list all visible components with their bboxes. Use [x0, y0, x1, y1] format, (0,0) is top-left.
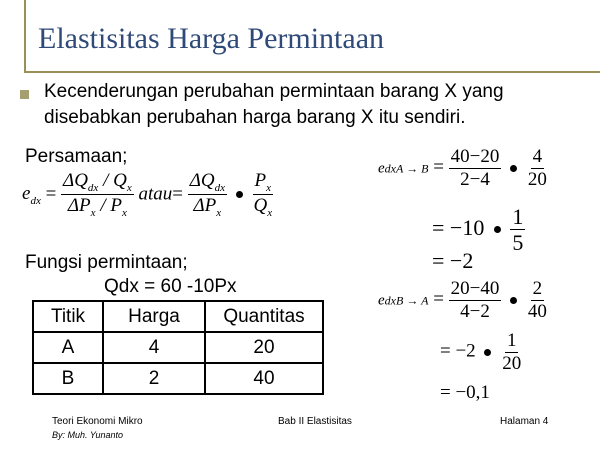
table-cell: 4: [103, 332, 205, 363]
table-row: [33, 332, 323, 363]
elasticity-formula: $e_{dx}$ = $\frac{\Delta Q_{dx} / Q_x}{\Delta P_x / P_x}$ atau= $\frac{\Delta Q_{dx}}{\Delta P_x}$ $\frac{P_x}{Q_x}$: [22, 170, 273, 220]
multiply-dot-icon: [494, 226, 501, 233]
slide-title: Elastisitas Harga Permintaan: [38, 22, 385, 55]
calc-a-line-3: = −2: [432, 248, 474, 273]
calc-b-line-3: = −0,1: [440, 382, 490, 403]
calc-a-fraction-3: $\frac{1}{5}$: [512, 204, 524, 256]
bullet-text-line-1: Kecenderungan perubahan permintaan barang X yang: [44, 81, 504, 102]
calc-a-line-1: edxA → B = $\frac{40-20}{2-4}$ $\frac{4}{20}$: [378, 146, 547, 190]
table-header-cell: Titik: [33, 301, 103, 332]
table-cell: A: [33, 332, 103, 363]
table-cell: B: [33, 363, 103, 394]
footer-course: Teori Ekonomi Mikro: [52, 416, 143, 427]
formula-fraction-2: $\frac{\Delta Q_{dx}}{\Delta P_x}$: [189, 170, 225, 220]
fungsi-equation: Qdx = 60 -10Px: [104, 276, 237, 297]
table-header-row: [33, 301, 323, 332]
persamaan-label: Persamaan;: [25, 146, 128, 167]
multiply-dot-icon: [510, 297, 517, 304]
fungsi-label: Fungsi permintaan;: [25, 252, 188, 273]
calc-b-fraction-3: $\frac{1}{20}$: [502, 330, 522, 374]
multiply-dot-icon: [484, 349, 491, 356]
table-cell: 2: [103, 363, 205, 394]
bullet-square-icon: [20, 90, 29, 99]
calc-a-line-2: = −10 $\frac{1}{5}$: [432, 204, 524, 256]
table-row: [33, 363, 323, 394]
formula-atau: atau: [138, 183, 173, 205]
formula-lhs: $e_{dx}$: [22, 183, 41, 208]
footer-chapter: Bab II Elastisitas: [278, 416, 352, 427]
accent-horizontal-line: [24, 71, 600, 73]
calc-b-line-2: = −2 $\frac{1}{20}$: [440, 330, 522, 374]
calc-a-fraction-1: $\frac{40-20}{2-4}$: [450, 146, 500, 190]
table-header-cell: Quantitas: [205, 301, 323, 332]
footer-page-number: Halaman 4: [500, 416, 549, 427]
data-table: [32, 300, 324, 395]
multiply-dot-icon: [510, 165, 517, 172]
calc-b-line-1: edxB → A = $\frac{20-40}{4-2}$ $\frac{2}{40}$: [378, 278, 547, 322]
accent-vertical-line: [24, 0, 26, 72]
formula-fraction-1: $\frac{\Delta Q_{dx} / Q_x}{\Delta P_x / P_x}$: [63, 170, 132, 220]
bullet-text: [44, 79, 504, 131]
calc-b-fraction-1: $\frac{20-40}{4-2}$: [450, 278, 500, 322]
calc-a-fraction-2: $\frac{4}{20}$: [527, 146, 547, 190]
calc-b-fraction-2: $\frac{2}{40}$: [527, 278, 547, 322]
table-cell: 20: [205, 332, 323, 363]
table-cell: 40: [205, 363, 323, 394]
formula-fraction-3: $\frac{P_x}{Q_x}$: [253, 170, 273, 220]
multiply-dot-icon: [236, 191, 243, 198]
bullet-text-line-2: disebabkan perubahan harga barang X itu sendiri.: [44, 107, 466, 128]
footer-author: By: Muh. Yunanto: [52, 430, 124, 440]
table-header-cell: Harga: [103, 301, 205, 332]
